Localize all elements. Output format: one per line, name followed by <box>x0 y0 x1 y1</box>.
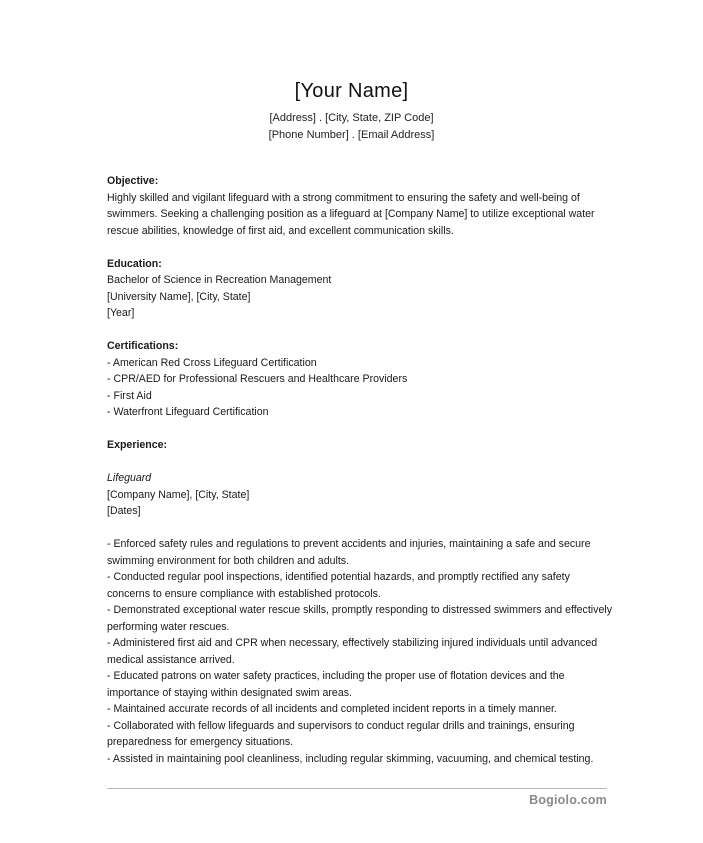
education-degree: Bachelor of Science in Recreation Management <box>107 274 332 286</box>
objective-text: Highly skilled and vigilant lifeguard with a strong commitment to ensuring the safety and well-being of swimmers. Seeking a challenging position as a lifeguard at [Company Name] to utilize exceptional water rescue abilities, knowledge of first aid, and excellent communication skills. <box>107 191 595 237</box>
experience-section <box>107 437 612 767</box>
education-year: [Year] <box>107 307 135 319</box>
address-line: [Address] . [City, State, ZIP Code] <box>269 112 434 124</box>
objective-heading: Objective: <box>107 175 159 187</box>
spacer <box>107 421 612 438</box>
spacer <box>107 520 612 537</box>
experience-bullet: - Educated patrons on water safety practices, including the proper use of flotation devices and the importance of staying within designated swim areas. <box>107 670 565 699</box>
job-dates: [Dates] <box>107 505 141 517</box>
spacer <box>107 239 612 256</box>
certification-item: - American Red Cross Lifeguard Certification <box>107 356 317 369</box>
certification-item: - Waterfront Lifeguard Certification <box>107 406 269 418</box>
experience-bullet: - Demonstrated exceptional water rescue skills, promptly responding to distressed swimmers and effectively performing water rescues. <box>107 604 612 633</box>
experience-bullet: - Collaborated with fellow lifeguards and supervisors to conduct regular drills and trainings, ensuring preparedness for emergency situations. <box>107 719 575 748</box>
experience-bullet: - Conducted regular pool inspections, identified potential hazards, and promptly rectified any safety concerns to ensure compliance with established protocols. <box>107 571 570 600</box>
certification-item: - First Aid <box>107 389 152 402</box>
spacer <box>107 322 612 339</box>
footer-divider <box>107 788 607 789</box>
certifications-section <box>107 338 612 421</box>
resume-header <box>0 78 703 143</box>
resume-body <box>107 173 612 767</box>
experience-bullet: - Assisted in maintaining pool cleanliness, including regular skimming, vacuuming, and chemical testing. <box>107 752 594 765</box>
candidate-name: [Your Name] <box>294 80 409 102</box>
education-section <box>107 256 612 322</box>
job-title: Lifeguard <box>107 472 152 484</box>
experience-heading: Experience: <box>107 439 168 451</box>
education-heading: Education: <box>107 257 162 270</box>
spacer <box>107 454 612 471</box>
job-company: [Company Name], [City, State] <box>107 488 250 501</box>
certifications-heading: Certifications: <box>107 340 179 352</box>
education-school: [University Name], [City, State] <box>107 290 251 303</box>
experience-bullet: - Maintained accurate records of all incidents and completed incident reports in a timely manner. <box>107 703 557 715</box>
experience-bullet: - Administered first aid and CPR when necessary, effectively stabilizing injured individuals until advanced medical assistance arrived. <box>107 637 598 666</box>
certification-item: - CPR/AED for Professional Rescuers and Healthcare Providers <box>107 373 408 385</box>
experience-bullet: - Enforced safety rules and regulations to prevent accidents and injuries, maintaining a safe and secure swimming environment for both children and adults. <box>107 538 591 567</box>
objective-section <box>107 173 612 239</box>
footer-brand[interactable]: Bogiolo.com <box>529 793 607 807</box>
phone-email-line: [Phone Number] . [Email Address] <box>268 128 435 141</box>
